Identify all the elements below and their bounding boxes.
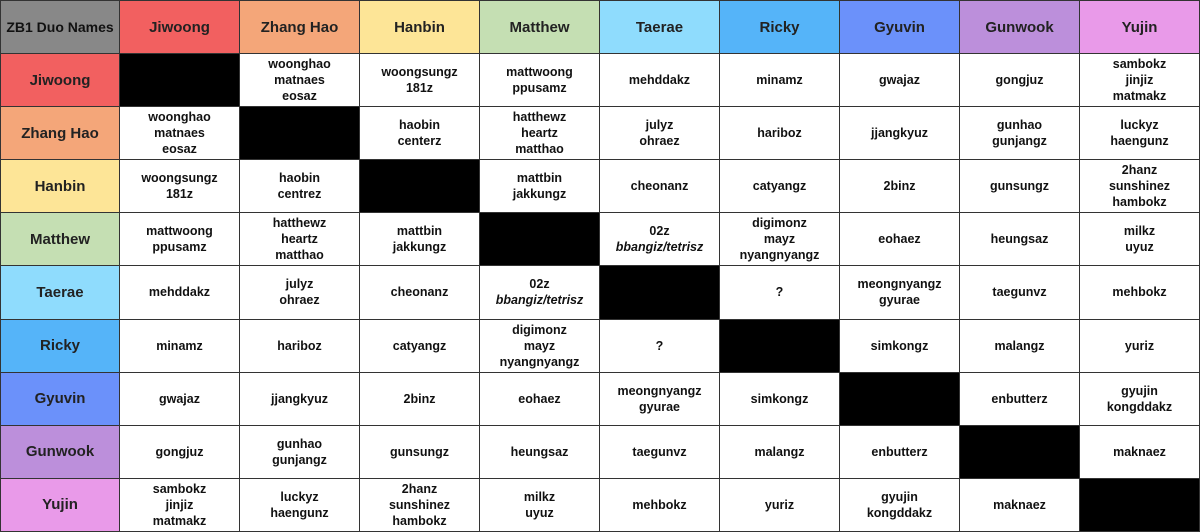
table-body: [1, 54, 1200, 532]
duo-name: luckyz: [280, 489, 319, 504]
duo-name: sambokz: [1112, 57, 1167, 72]
duo-name-cell: [960, 478, 1080, 531]
duo-name-cell: [240, 319, 360, 372]
duo-name-cell: [1080, 54, 1200, 107]
duo-name-cell: [960, 54, 1080, 107]
duo-name: taegunvz: [632, 444, 687, 459]
duo-name-cell: [480, 107, 600, 160]
row-header-gunwook: Gunwook: [1, 425, 120, 478]
duo-name: haobin: [279, 171, 320, 186]
duo-name: hatthewz: [272, 216, 327, 231]
duo-name-cell: [480, 319, 600, 372]
row-header-hanbin: Hanbin: [1, 160, 120, 213]
duo-name-cell: [1080, 425, 1200, 478]
duo-name: uyuz: [525, 505, 554, 520]
duo-name: jakkungz: [512, 187, 567, 202]
duo-name: gwajaz: [879, 73, 920, 88]
duo-name: matthao: [275, 248, 324, 263]
duo-name: woongsungz: [141, 171, 218, 186]
duo-name-cell: [600, 160, 720, 213]
row-header-gyuvin: Gyuvin: [1, 372, 120, 425]
duo-name: digimonz: [752, 216, 807, 231]
duo-name: ?: [655, 338, 664, 353]
duo-name: julyz: [645, 118, 674, 133]
duo-name: taegunvz: [992, 285, 1047, 300]
diagonal-cell: [120, 54, 240, 107]
duo-name-cell: [840, 266, 960, 319]
duo-name: eosaz: [162, 142, 197, 157]
duo-name: eosaz: [282, 89, 317, 104]
diagonal-cell: [360, 160, 480, 213]
duo-name: sunshinez: [1108, 179, 1171, 194]
duo-name-cell: [120, 266, 240, 319]
duo-name-cell: [1080, 319, 1200, 372]
duo-name: malangz: [994, 338, 1045, 353]
duo-name-cell: [600, 319, 720, 372]
duo-name-cell: [240, 266, 360, 319]
duo-name: 181z: [165, 187, 194, 202]
duo-name: haengunz: [270, 505, 329, 520]
duo-name: maknaez: [993, 497, 1046, 512]
duo-name: catyangz: [752, 179, 807, 194]
column-header-hanbin: Hanbin: [360, 1, 480, 54]
duo-name: digimonz: [512, 322, 567, 337]
duo-name: maknaez: [1113, 444, 1166, 459]
duo-name: gyurae: [879, 293, 920, 308]
header-row: [1, 1, 1200, 54]
duo-name: yuriz: [764, 497, 795, 512]
duo-name: heungsaz: [990, 232, 1049, 247]
duo-name: hariboz: [757, 126, 802, 141]
duo-name: ppusamz: [512, 81, 567, 96]
duo-name: hatthewz: [512, 110, 567, 125]
duo-name: bbangiz/tetrisz: [495, 293, 584, 308]
duo-name: mehddakz: [628, 73, 691, 88]
duo-name: ppusamz: [152, 240, 207, 255]
duo-name-cell: [840, 107, 960, 160]
duo-name: gwajaz: [159, 391, 200, 406]
duo-name-cell: [960, 213, 1080, 266]
duo-name-cell: [120, 107, 240, 160]
duo-name: sambokz: [152, 481, 207, 496]
duo-name-cell: [1080, 213, 1200, 266]
duo-name: gunsungz: [989, 179, 1049, 194]
duo-name-cell: [480, 160, 600, 213]
duo-name-cell: [360, 478, 480, 531]
duo-name: kongddakz: [866, 505, 933, 520]
duo-name-cell: [840, 478, 960, 531]
duo-name-cell: [960, 319, 1080, 372]
duo-name-cell: [360, 266, 480, 319]
duo-name: heartz: [521, 126, 558, 141]
duo-name: jakkungz: [392, 240, 447, 255]
duo-name-cell: [120, 213, 240, 266]
duo-name: jinjiz: [1125, 73, 1154, 88]
table-row: [1, 372, 1200, 425]
duo-name-cell: [240, 425, 360, 478]
duo-name: jinjiz: [165, 497, 194, 512]
duo-name: mehbokz: [1112, 285, 1167, 300]
duo-name: haengunz: [1110, 134, 1169, 149]
duo-name-cell: [360, 372, 480, 425]
duo-name-cell: [240, 213, 360, 266]
column-header-gyuvin: Gyuvin: [840, 1, 960, 54]
table-row: [1, 266, 1200, 319]
duo-name-cell: [720, 478, 840, 531]
column-header-gunwook: Gunwook: [960, 1, 1080, 54]
duo-name: gyurae: [639, 399, 680, 414]
duo-name: haobin: [399, 118, 440, 133]
duo-name-cell: [1080, 107, 1200, 160]
duo-name-cell: [360, 425, 480, 478]
duo-name: catyangz: [392, 338, 447, 353]
table-row: [1, 213, 1200, 266]
duo-name: woonghao: [268, 57, 331, 72]
duo-name-cell: [1080, 372, 1200, 425]
duo-name: ohraez: [639, 134, 680, 149]
diagonal-cell: [480, 213, 600, 266]
table-row: [1, 319, 1200, 372]
diagonal-cell: [840, 372, 960, 425]
duo-name-cell: [480, 478, 600, 531]
duo-name-cell: [600, 425, 720, 478]
duo-name-cell: [480, 266, 600, 319]
duo-name: minamz: [156, 338, 203, 353]
duo-name: gongjuz: [995, 73, 1044, 88]
table-row: [1, 478, 1200, 531]
column-header-taerae: Taerae: [600, 1, 720, 54]
duo-name-cell: [600, 213, 720, 266]
duo-name: ohraez: [279, 293, 320, 308]
column-header-yujin: Yujin: [1080, 1, 1200, 54]
duo-name: enbutterz: [871, 444, 928, 459]
table-row: [1, 54, 1200, 107]
duo-name: mattbin: [396, 224, 443, 239]
duo-name-cell: [120, 372, 240, 425]
duo-name: yuriz: [1124, 338, 1155, 353]
duo-name-cell: [840, 425, 960, 478]
duo-name-cell: [840, 319, 960, 372]
duo-name: 181z: [405, 81, 434, 96]
duo-name: malangz: [754, 444, 805, 459]
duo-name: 2hanz: [1121, 163, 1158, 178]
duo-name: 2binz: [883, 179, 916, 194]
duo-name: mayz: [523, 338, 556, 353]
duo-name: matmakz: [152, 513, 207, 528]
duo-name-cell: [600, 107, 720, 160]
row-header-yujin: Yujin: [1, 478, 120, 531]
duo-name: mattwoong: [506, 65, 573, 80]
duo-name-cell: [360, 107, 480, 160]
duo-name-cell: [1080, 266, 1200, 319]
duo-name: eohaez: [518, 391, 561, 406]
duo-name-cell: [960, 372, 1080, 425]
duo-name-cell: [240, 372, 360, 425]
duo-name-cell: [480, 372, 600, 425]
duo-name: gyujin: [881, 489, 918, 504]
duo-name-cell: [960, 266, 1080, 319]
duo-name: uyuz: [1125, 240, 1154, 255]
duo-name: minamz: [756, 73, 803, 88]
column-header-jiwoong: Jiwoong: [120, 1, 240, 54]
table-row: [1, 107, 1200, 160]
duo-name: meongnyangz: [617, 383, 702, 398]
duo-name-cell: [240, 54, 360, 107]
duo-name-cell: [480, 425, 600, 478]
duo-name: matnaes: [274, 73, 325, 88]
duo-name: mehbokz: [632, 497, 687, 512]
duo-name: gunsungz: [389, 444, 449, 459]
duo-name: nyangnyangz: [499, 354, 580, 369]
duo-name: sunshinez: [388, 497, 451, 512]
duo-name: 2hanz: [401, 481, 438, 496]
duo-name: milkz: [523, 489, 556, 504]
duo-name: matthao: [515, 142, 564, 157]
duo-name: milkz: [1123, 224, 1156, 239]
row-header-jiwoong: Jiwoong: [1, 54, 120, 107]
column-header-zhang-hao: Zhang Hao: [240, 1, 360, 54]
duo-name-cell: [840, 213, 960, 266]
duo-name: simkongz: [750, 391, 809, 406]
duo-name: hambokz: [1112, 195, 1167, 210]
diagonal-cell: [720, 319, 840, 372]
duo-name-cell: [720, 54, 840, 107]
duo-name-cell: [960, 160, 1080, 213]
row-header-ricky: Ricky: [1, 319, 120, 372]
duo-name: mayz: [763, 232, 796, 247]
duo-name-cell: [360, 213, 480, 266]
duo-name-cell: [120, 160, 240, 213]
duo-name: mattwoong: [146, 224, 213, 239]
duo-name: gongjuz: [155, 444, 204, 459]
column-header-matthew: Matthew: [480, 1, 600, 54]
diagonal-cell: [1080, 478, 1200, 531]
duo-name-cell: [360, 54, 480, 107]
duo-name: gunhao: [996, 118, 1043, 133]
row-header-zhang-hao: Zhang Hao: [1, 107, 120, 160]
duo-name-cell: [720, 372, 840, 425]
duo-name-cell: [600, 372, 720, 425]
duo-name: gunjangz: [992, 134, 1047, 149]
duo-name: simkongz: [870, 338, 929, 353]
duo-name-cell: [120, 319, 240, 372]
duo-name: centrez: [277, 187, 322, 202]
duo-name: matnaes: [154, 126, 205, 141]
duo-name: kongddakz: [1106, 399, 1173, 414]
duo-name: meongnyangz: [857, 277, 942, 292]
duo-name-cell: [840, 160, 960, 213]
diagonal-cell: [960, 425, 1080, 478]
duo-name: heungsaz: [510, 444, 569, 459]
duo-name: luckyz: [1120, 118, 1159, 133]
diagonal-cell: [600, 266, 720, 319]
duo-name-cell: [240, 160, 360, 213]
duo-name: centerz: [397, 134, 442, 149]
duo-name: 02z: [529, 277, 550, 292]
table-title: ZB1 Duo Names: [1, 1, 120, 54]
duo-name: julyz: [285, 277, 314, 292]
row-header-matthew: Matthew: [1, 213, 120, 266]
table-row: [1, 160, 1200, 213]
duo-name-cell: [240, 478, 360, 531]
duo-name: jjangkyuz: [871, 126, 928, 141]
duo-name: mattbin: [516, 171, 563, 186]
duo-name: cheonanz: [630, 179, 689, 194]
duo-name-cell: [600, 54, 720, 107]
column-header-ricky: Ricky: [720, 1, 840, 54]
duo-name: 02z: [649, 224, 670, 239]
duo-name: gunhao: [276, 436, 323, 451]
row-header-taerae: Taerae: [1, 266, 120, 319]
duo-name-cell: [720, 266, 840, 319]
duo-name: cheonanz: [390, 285, 449, 300]
duo-name: bbangiz/tetrisz: [615, 240, 704, 255]
duo-name-cell: [720, 107, 840, 160]
duo-name: woonghao: [148, 110, 211, 125]
duo-name-cell: [720, 213, 840, 266]
duo-name-cell: [120, 425, 240, 478]
duo-name: enbutterz: [991, 391, 1048, 406]
duo-name: woongsungz: [381, 65, 458, 80]
duo-name-cell: [600, 478, 720, 531]
duo-name-cell: [840, 54, 960, 107]
duo-name-cell: [360, 319, 480, 372]
duo-name: jjangkyuz: [271, 391, 328, 406]
duo-name: ?: [775, 285, 784, 300]
duo-name: hariboz: [277, 338, 322, 353]
duo-name: nyangnyangz: [739, 248, 820, 263]
duo-name: eohaez: [878, 232, 921, 247]
duo-name-cell: [1080, 160, 1200, 213]
duo-name: gyujin: [1121, 383, 1158, 398]
duo-name: 2binz: [403, 391, 436, 406]
duo-name-cell: [960, 107, 1080, 160]
diagonal-cell: [240, 107, 360, 160]
duo-name: mehddakz: [148, 285, 211, 300]
table-row: [1, 425, 1200, 478]
duo-name-cell: [120, 478, 240, 531]
duo-name: heartz: [281, 232, 318, 247]
duo-name-cell: [720, 425, 840, 478]
duo-name: hambokz: [392, 513, 447, 528]
duo-name: matmakz: [1112, 89, 1167, 104]
duo-name-cell: [720, 160, 840, 213]
duo-name: gunjangz: [272, 452, 327, 467]
duo-name-cell: [480, 54, 600, 107]
